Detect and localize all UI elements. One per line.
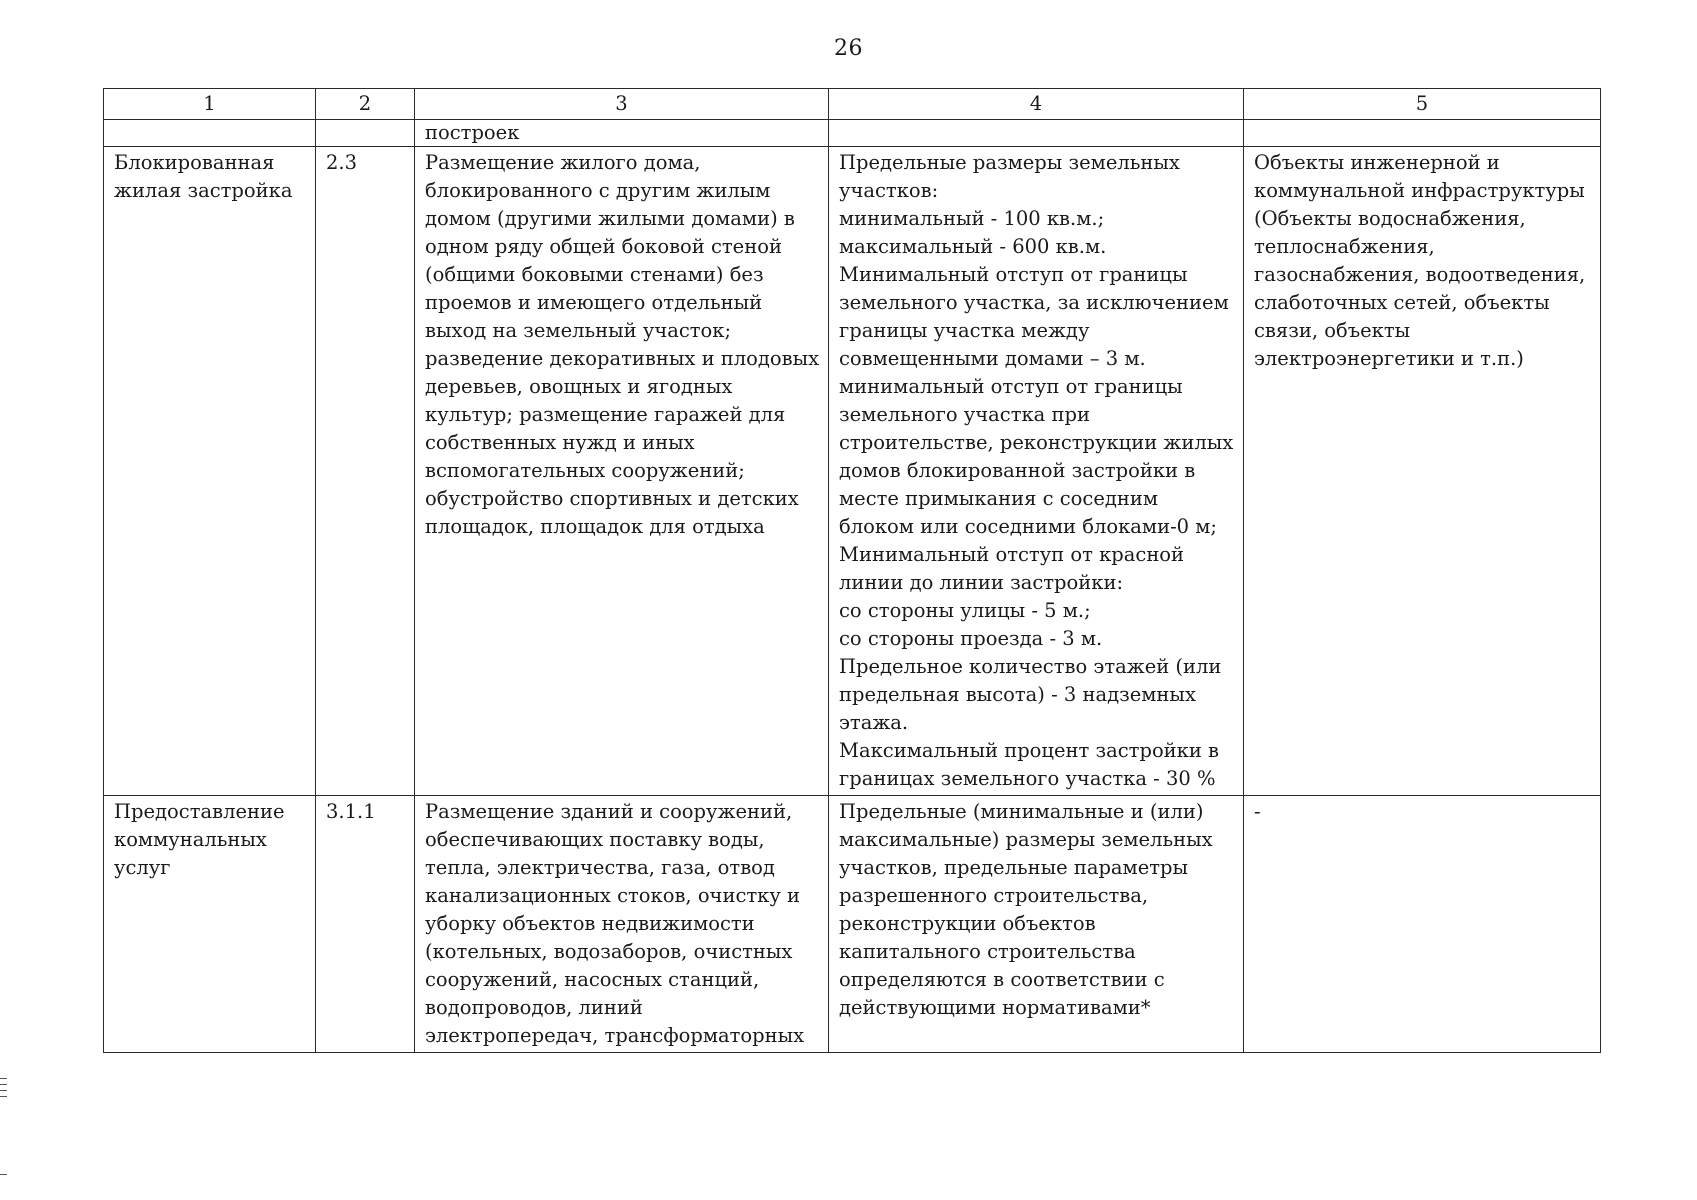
scan-edge-mark — [0, 1174, 7, 1175]
cell-text-line: предельная высота) - 3 надземных — [839, 683, 1196, 706]
cell-text-line: Размещение жилого дома, — [425, 151, 701, 174]
cell-text-line: строительстве, реконструкции жилых — [839, 431, 1234, 454]
scan-edge-mark — [0, 1090, 7, 1091]
cell-text-line: действующими нормативами* — [839, 996, 1151, 1019]
cell-text-line: границы участка между — [839, 319, 1090, 342]
land-use-table — [103, 88, 1601, 1053]
cell-text-line: тепла, электричества, газа, отвод — [425, 856, 775, 879]
cell-text-line: земельного участка, за исключением — [839, 291, 1229, 314]
cell-text-line: Максимальный процент застройки в — [839, 739, 1220, 762]
cell-text-line: сооружений, насосных станций, — [425, 968, 760, 991]
cell-text-line: (Объекты водоснабжения, — [1254, 207, 1526, 230]
column-number-2: 2 — [316, 89, 415, 120]
cell-text-line: со стороны проезда - 3 м. — [839, 627, 1103, 650]
cell-text-line: вспомогательных сооружений; — [425, 459, 745, 482]
column-number-3: 3 — [415, 89, 829, 120]
column-number-4: 4 — [829, 89, 1244, 120]
cell-text-line: минимальный - 100 кв.м.; — [839, 207, 1105, 230]
cell-text-line: месте примыкания с соседним — [839, 487, 1159, 510]
cell-text-line: Предоставление — [114, 800, 285, 823]
cell-text-line: выход на земельный участок; — [425, 319, 732, 342]
cell-text-line: водопроводов, линий — [425, 996, 643, 1019]
continuation-cell-3: построек — [415, 120, 829, 147]
continuation-cell-1 — [104, 120, 316, 147]
cell-text-line: электропередач, трансформаторных — [425, 1024, 805, 1047]
cell-text-line: границах земельного участка - 30 % — [839, 767, 1216, 790]
cell-text-line: услуг — [114, 856, 171, 879]
cell-text-line: минимальный отступ от границы — [839, 375, 1183, 398]
cell-text-line: деревьев, овощных и ягодных — [425, 375, 733, 398]
cell-text-line: блоком или соседними блоками-0 м; — [839, 515, 1218, 538]
cell-text-line: обустройство спортивных и детских — [425, 487, 799, 510]
cell-text-line: газоснабжения, водоотведения, — [1254, 263, 1586, 286]
scan-edge-mark — [0, 1096, 7, 1097]
cell-text-line: определяются в соответствии с — [839, 968, 1165, 991]
scan-edge-mark — [0, 1078, 7, 1079]
land-use-parameters-cell — [829, 147, 1244, 796]
scan-edge-mark — [0, 1084, 7, 1085]
cell-text-line: разведение декоративных и плодовых — [425, 347, 820, 370]
land-use-name-cell — [104, 796, 316, 1053]
page-number: 26 — [834, 36, 863, 61]
cell-text-line: земельного участка при — [839, 403, 1090, 426]
cell-text-line: (котельных, водозаборов, очистных — [425, 940, 793, 963]
land-use-description-cell — [415, 147, 829, 796]
cell-text-line: блокированного с другим жилым — [425, 179, 771, 202]
column-number-1: 1 — [104, 89, 316, 120]
cell-text-line: площадок, площадок для отдыха — [425, 515, 765, 538]
cell-text-line: разрешенного строительства, — [839, 884, 1149, 907]
land-use-description-cell — [415, 796, 829, 1053]
table-row-continuation — [104, 120, 1601, 147]
cell-text-line: Блокированная — [114, 151, 275, 174]
cell-text-line: домом (другими жилыми домами) в — [425, 207, 795, 230]
cell-text-line: одном ряду общей боковой стеной — [425, 235, 782, 258]
cell-text-line: домов блокированной застройки в — [839, 459, 1196, 482]
cell-text-line: обеспечивающих поставку воды, — [425, 828, 765, 851]
cell-text-line: коммунальной инфраструктуры — [1254, 179, 1585, 202]
table-header-row — [104, 89, 1601, 120]
cell-text-line: Предельные размеры земельных — [839, 151, 1180, 174]
cell-text-line: слаботочных сетей, объекты — [1254, 291, 1550, 314]
land-use-code-cell: 2.3 — [316, 147, 415, 796]
cell-text-line: со стороны улицы - 5 м.; — [839, 599, 1091, 622]
cell-text-line: максимальные) размеры земельных — [839, 828, 1213, 851]
cell-text-line: Размещение зданий и сооружений, — [425, 800, 793, 823]
cell-text-line: максимальный - 600 кв.м. — [839, 235, 1107, 258]
cell-text-line: теплоснабжения, — [1254, 235, 1435, 258]
continuation-cell-4 — [829, 120, 1244, 147]
cell-text-line: этажа. — [839, 711, 909, 734]
auxiliary-uses-cell — [1244, 147, 1601, 796]
column-number-5: 5 — [1244, 89, 1601, 120]
land-use-name-cell — [104, 147, 316, 796]
cell-text-line: - — [1254, 800, 1261, 823]
cell-text-line: проемов и имеющего отдельный — [425, 291, 763, 314]
cell-text-line: собственных нужд и иных — [425, 431, 695, 454]
cell-text-line: электроэнергетики и т.п.) — [1254, 347, 1524, 370]
cell-text-line: Минимальный отступ от красной — [839, 543, 1185, 566]
land-use-code-cell: 3.1.1 — [316, 796, 415, 1053]
cell-text-line: коммунальных — [114, 828, 267, 851]
cell-text-line: Минимальный отступ от границы — [839, 263, 1188, 286]
cell-text-line: уборку объектов недвижимости — [425, 912, 755, 935]
cell-text-line: линии до линии застройки: — [839, 571, 1124, 594]
table-row — [104, 796, 1601, 1053]
cell-text-line: реконструкции объектов — [839, 912, 1096, 935]
cell-text-line: участков: — [839, 179, 939, 202]
cell-text-line: связи, объекты — [1254, 319, 1411, 342]
cell-text-line: культур; размещение гаражей для — [425, 403, 786, 426]
cell-text-line: канализационных стоков, очистку и — [425, 884, 801, 907]
cell-text-line: жилая застройка — [114, 179, 293, 202]
cell-text-line: совмещенными домами – 3 м. — [839, 347, 1146, 370]
table-row — [104, 147, 1601, 796]
continuation-cell-2 — [316, 120, 415, 147]
cell-text-line: (общими боковыми стенами) без — [425, 263, 764, 286]
cell-text-line: Объекты инженерной и — [1254, 151, 1500, 174]
cell-text-line: капитального строительства — [839, 940, 1136, 963]
cell-text-line: Предельные (минимальные и (или) — [839, 800, 1204, 823]
continuation-cell-5 — [1244, 120, 1601, 147]
cell-text-line: участков, предельные параметры — [839, 856, 1189, 879]
auxiliary-uses-cell — [1244, 796, 1601, 1053]
cell-text-line: Предельное количество этажей (или — [839, 655, 1222, 678]
land-use-parameters-cell — [829, 796, 1244, 1053]
